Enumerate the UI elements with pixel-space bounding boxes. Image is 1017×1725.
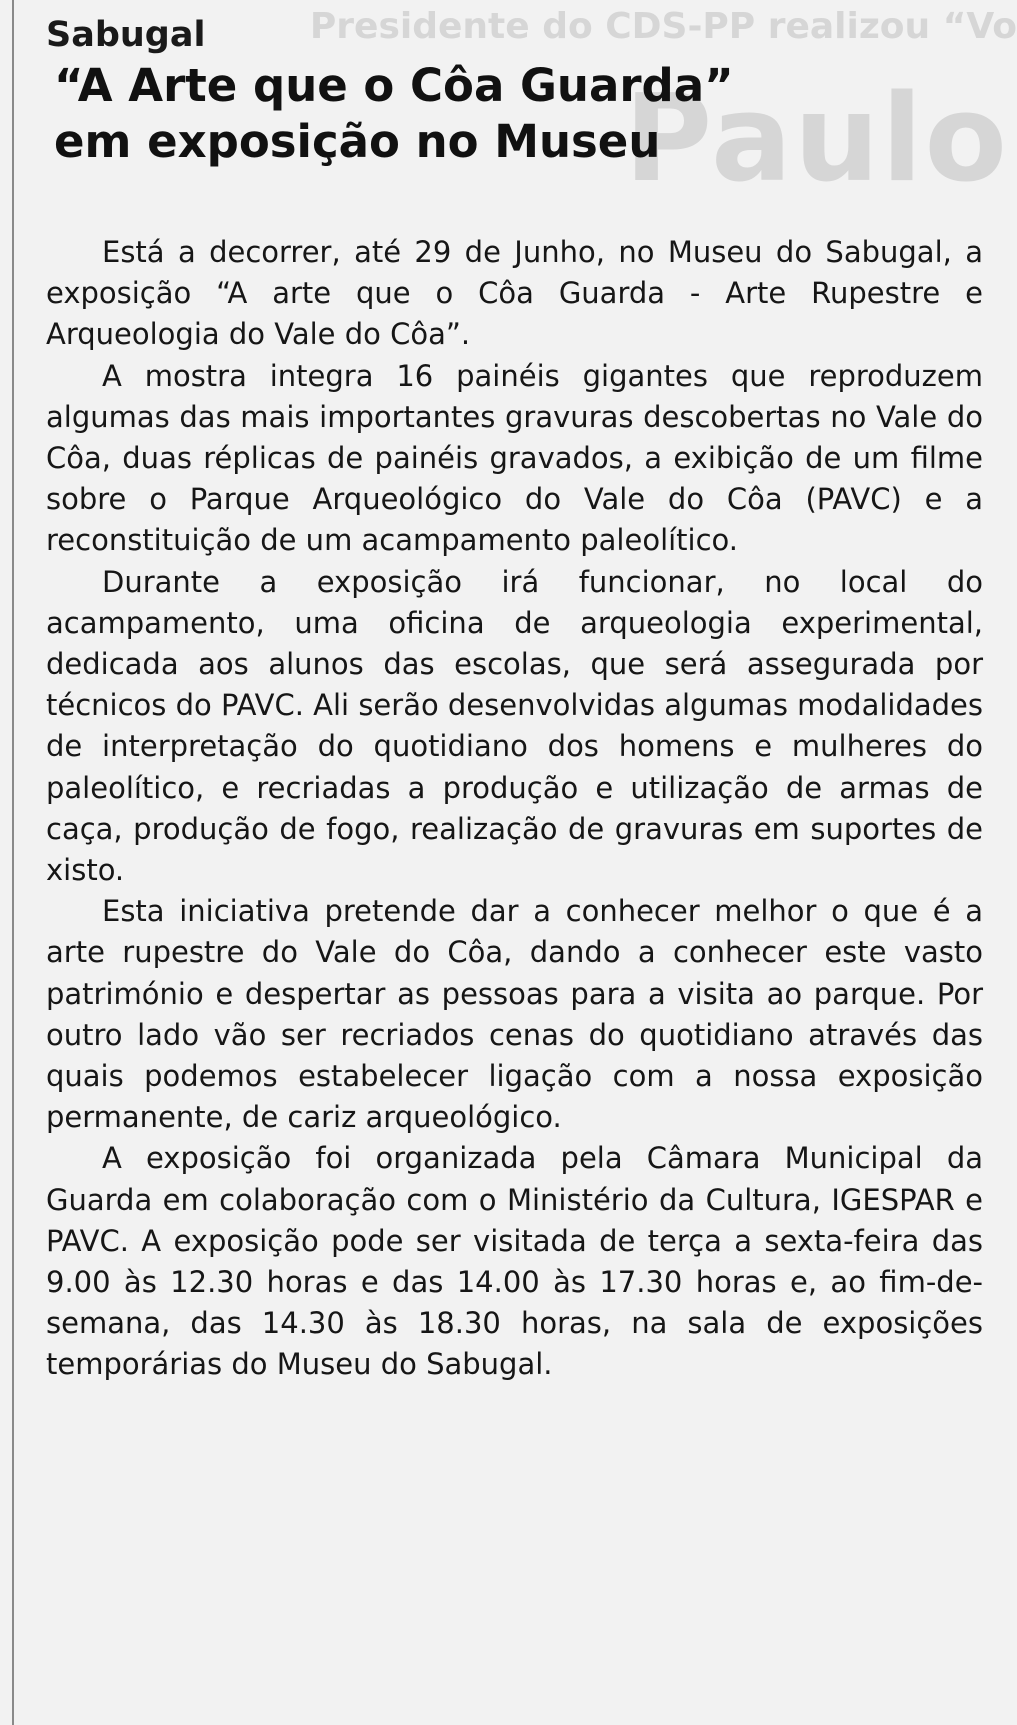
- body-paragraph-1: Está a decorrer, até 29 de Junho, no Museu do Sabugal, a exposição “A arte que o Côa Guarda - Arte Rupestre e Arqueologia do Vale do Côa”.: [46, 235, 983, 352]
- article-headline: [54, 58, 983, 170]
- body-paragraph-5: A exposição foi organizada pela Câmara Municipal da Guarda em colaboração com o Ministério da Cultura, IGESPAR e PAVC. A exposição pode ser visitada de terça a sexta-feira das 9.00 às 12.30 horas e das 14.00 às 17.30 horas e, ao fim-de-semana, das 14.30 às 18.30 horas, na sala de exposições temporárias do Museu do Sabugal.: [46, 1141, 983, 1382]
- bleed-through-headline: Paulo: [624, 70, 1009, 209]
- body-paragraph-3: Durante a exposição irá funcionar, no local do acampamento, uma oficina de arqueologia experimental, dedicada aos alunos das escolas, que será assegurada por técnicos do PAVC. Ali serão desenvolvidas algumas modalidades de interpretação do quotidiano dos homens e mulheres do paleolítico, e recriadas a produção e utilização de armas de caça, produção de fogo, realização de gravuras em suportes de xisto.: [46, 564, 983, 888]
- body-paragraph-4: Esta iniciativa pretende dar a conhecer melhor o que é a arte rupestre do Vale do Côa, dando a conhecer este vasto património e despertar as pessoas para a visita ao parque. Por outro lado vão ser recriados cenas do quotidiano através das quais podemos estabelecer ligação com a nossa exposição permanente, de cariz arqueológico.: [46, 894, 983, 1135]
- news-article: [46, 14, 983, 1386]
- bleed-through-text-top: Presidente do CDS-PP realizou “Vo: [309, 6, 1017, 47]
- section-label: Sabugal: [46, 15, 206, 55]
- headline-line-1: “A Arte que o Côa Guarda”: [54, 59, 734, 112]
- body-paragraph-2: A mostra integra 16 painéis gigantes que reproduzem algumas das mais importantes gravuras descobertas no Vale do Côa, duas réplicas de painéis gravados, a exibição de um filme sobre o Parque Arqueológico do Vale do Côa (PAVC) e a reconstituição de um acampamento paleolítico.: [46, 358, 983, 558]
- article-body: [46, 232, 983, 1386]
- headline-line-2: em exposição no Museu: [54, 115, 661, 168]
- column-divider: [12, 0, 14, 1725]
